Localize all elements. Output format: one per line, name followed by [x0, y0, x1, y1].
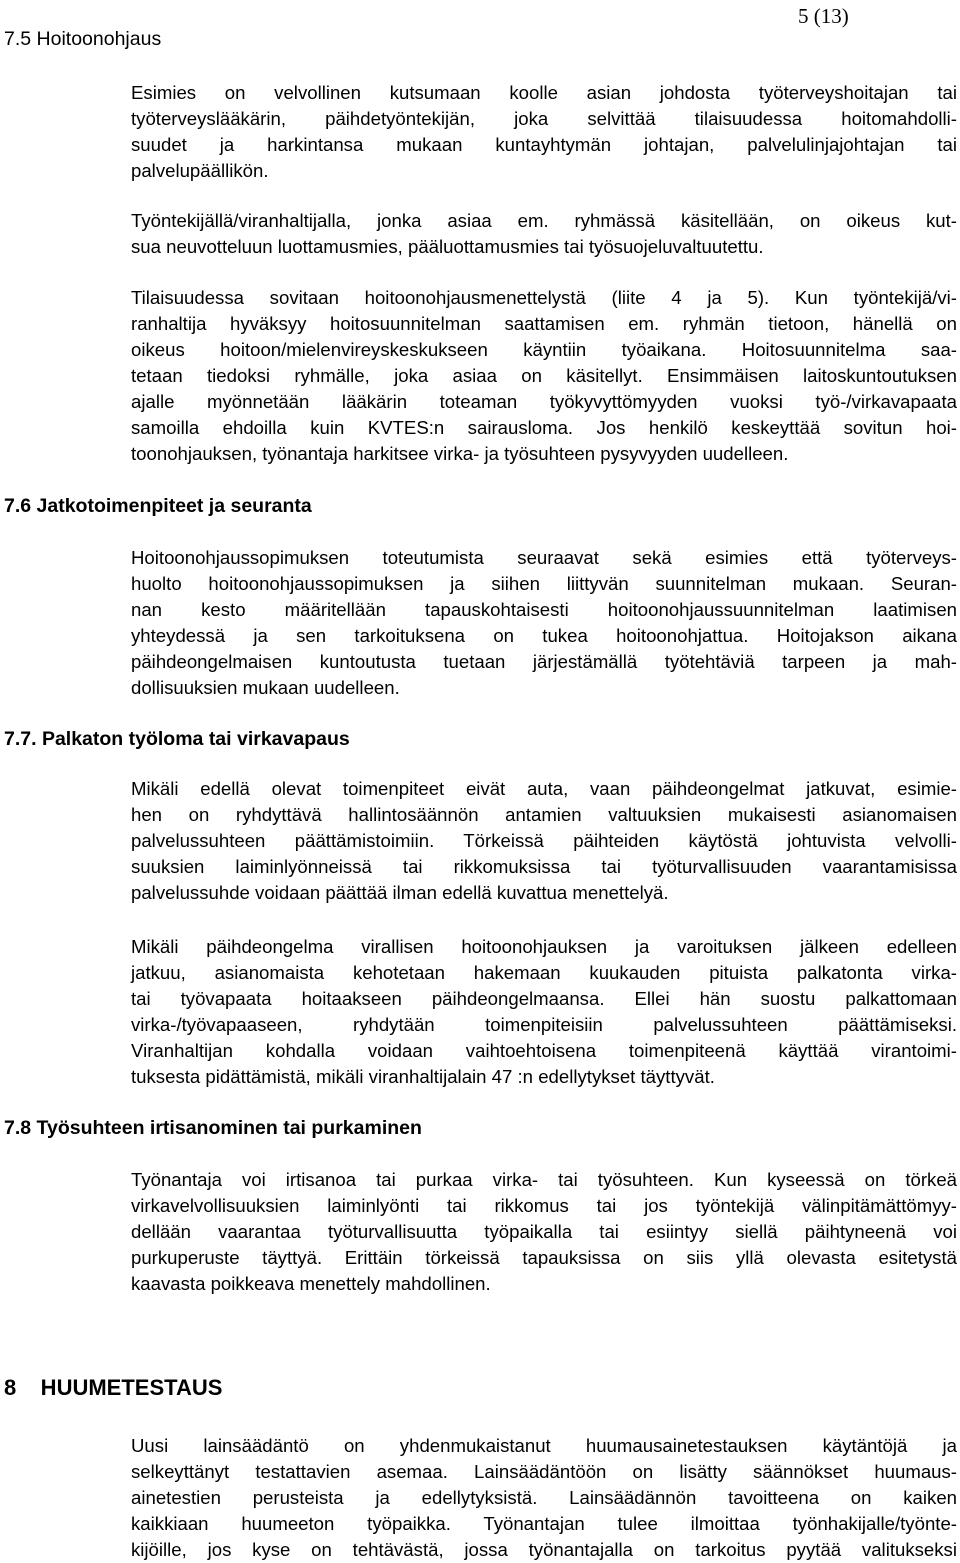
paragraph-7-5-2 [131, 208, 957, 260]
text-line: Mikäli edellä olevat toimenpiteet eivät auta, vaan päihdeongelmat jatkuvat, esimie- [131, 778, 957, 799]
paragraph-7-8-1 [131, 1167, 957, 1297]
text-line: ajalle myönnetään lääkärin toteaman työkyvyttömyyden vuoksi työ-/virkavapaata [131, 391, 957, 412]
text-line: Viranhaltijan kohdalla voidaan vaihtoehtoisena toimenpiteenä käyttää virantoimi- [131, 1040, 957, 1061]
text-line: tetaan tiedoksi ryhmälle, joka asiaa on käsitellyt. Ensimmäisen laitoskuntoutuksen [131, 365, 957, 386]
text-line: palvelupäällikön. [131, 160, 269, 181]
text-line: Hoitoonohjaussopimuksen toteutumista seuraavat sekä esimies että työterveys- [131, 547, 957, 568]
text-line: Työntekijällä/viranhaltijalla, jonka asiaa em. ryhmässä käsitellään, on oikeus kut- [131, 210, 957, 231]
heading-7-6: 7.6 Jatkotoimenpiteet ja seuranta [4, 495, 312, 517]
text-line: ranhaltija hyväksyy hoitosuunnitelman saattamisen em. ryhmän tietoon, hänellä on [131, 313, 957, 334]
heading-7-5: 7.5 Hoitoonohjaus [4, 28, 162, 50]
text-line: kaavasta poikkeava menettely mahdollinen. [131, 1273, 491, 1294]
paragraph-7-7-1 [131, 776, 957, 906]
paragraph-8-1 [131, 1433, 957, 1563]
text-line: selkeyttänyt testattavien asemaa. Lainsäädäntöön on lisätty säännökset huumaus- [131, 1461, 957, 1482]
text-line: dellään vaarantaa työturvallisuutta työpaikalla tai esiintyy siellä päihtyneenä voi [131, 1221, 957, 1242]
text-line: kaikkiaan huumeeton työpaikka. Työnantajan tulee ilmoittaa työnhakijalle/työnte- [131, 1513, 957, 1534]
text-line: tuksesta pidättämistä, mikäli viranhaltijalain 47 :n edellytykset täyttyvät. [131, 1066, 715, 1087]
text-line: toonohjauksen, työnantaja harkitsee virka- ja työsuhteen pysyvyyden uudelleen. [131, 443, 789, 464]
heading-7-8: 7.8 Työsuhteen irtisanominen tai purkaminen [4, 1117, 422, 1139]
text-line: suuksien laiminlyönneissä tai rikkomuksissa tai työturvallisuuden vaarantamisissa [131, 856, 957, 877]
text-line: virkavelvollisuuksien laiminlyönti tai rikkomus tai jos työntekijä välinpitämättömyy- [131, 1195, 957, 1216]
text-line: palvelussuhteen päättämistoimiin. Törkeissä päihteiden käytöstä johtuvista velvolli- [131, 830, 957, 851]
text-line: Esimies on velvollinen kutsumaan koolle asian johdosta työterveyshoitajan tai [131, 82, 957, 103]
text-line: nan kesto määritellään tapauskohtaisesti hoitoonohjaussuunnitelman laatimisen [131, 599, 957, 620]
paragraph-7-6-1 [131, 545, 957, 701]
text-line: jatkuu, asianomaista kehotetaan hakemaan kuukauden pituista palkatonta virka- [131, 962, 957, 983]
text-line: tai työvapaata hoitaakseen päihdeongelmaansa. Ellei hän suostu palkattomaan [131, 988, 957, 1009]
heading-7-7: 7.7. Palkaton työloma tai virkavapaus [4, 728, 350, 750]
text-line: dollisuuksien mukaan uudelleen. [131, 677, 400, 698]
text-line: työterveyslääkärin, päihdetyöntekijän, joka selvittää tilaisuudessa hoitomahdolli- [131, 108, 957, 129]
text-line: Tilaisuudessa sovitaan hoitoonohjausmenettelystä (liite 4 ja 5). Kun työntekijä/vi- [131, 287, 957, 308]
text-line: oikeus hoitoon/mielenvireyskeskukseen käyntiin työaikana. Hoitosuunnitelma saa- [131, 339, 957, 360]
text-line: ainetestien perusteista ja edellytyksistä. Lainsäädännön tavoitteena on kaiken [131, 1487, 957, 1508]
text-line: sua neuvotteluun luottamusmies, pääluottamusmies tai työsuojeluvaltuutettu. [131, 236, 764, 257]
text-line: virka-/työvapaaseen, ryhdytään toimenpiteisiin palvelussuhteen päättämiseksi. [131, 1014, 957, 1035]
text-line: päihdeongelmaisen kuntoutusta tuetaan järjestämällä työtehtäviä tarpeen ja mah- [131, 651, 957, 672]
text-line: samoilla ehdoilla kuin KVTES:n sairausloma. Jos henkilö keskeyttää sovitun hoi- [131, 417, 957, 438]
paragraph-7-5-1 [131, 80, 957, 184]
text-line: huolto hoitoonohjaussopimuksen ja siihen liittyvän suunnitelman mukaan. Seuran- [131, 573, 957, 594]
text-line: hen on ryhdyttävä hallintosäännön antamien valtuuksien mukaisesti asianomaisen [131, 804, 957, 825]
text-line: Uusi lainsäädäntö on yhdenmukaistanut huumausainetestauksen käytäntöjä ja [131, 1435, 957, 1456]
text-line: palvelussuhde voidaan päättää ilman edellä kuvattua menettelyä. [131, 882, 669, 903]
page-number: 5 (13) [798, 4, 849, 28]
text-line: kijöille, jos kyse on tehtävästä, jossa työnantajalla on tarkoitus pyytää valitukseksi [131, 1539, 957, 1560]
text-line: Työnantaja voi irtisanoa tai purkaa virka- tai työsuhteen. Kun kyseessä on törkeä [131, 1169, 957, 1190]
heading-8: 8 HUUMETESTAUS [4, 1375, 223, 1400]
text-line: yhteydessä ja sen tarkoituksena on tukea hoitoonohjattua. Hoitojakson aikana [131, 625, 957, 646]
paragraph-7-5-3 [131, 285, 957, 467]
text-line: purkuperuste täyttyä. Erittäin törkeissä tapauksissa on siis yllä olevasta esitetystä [131, 1247, 957, 1268]
text-line: suudet ja harkintansa mukaan kuntayhtymän johtajan, palvelulinjajohtajan tai [131, 134, 957, 155]
paragraph-7-7-2 [131, 934, 957, 1090]
text-line: Mikäli päihdeongelma virallisen hoitoonohjauksen ja varoituksen jälkeen edelleen [131, 936, 957, 957]
